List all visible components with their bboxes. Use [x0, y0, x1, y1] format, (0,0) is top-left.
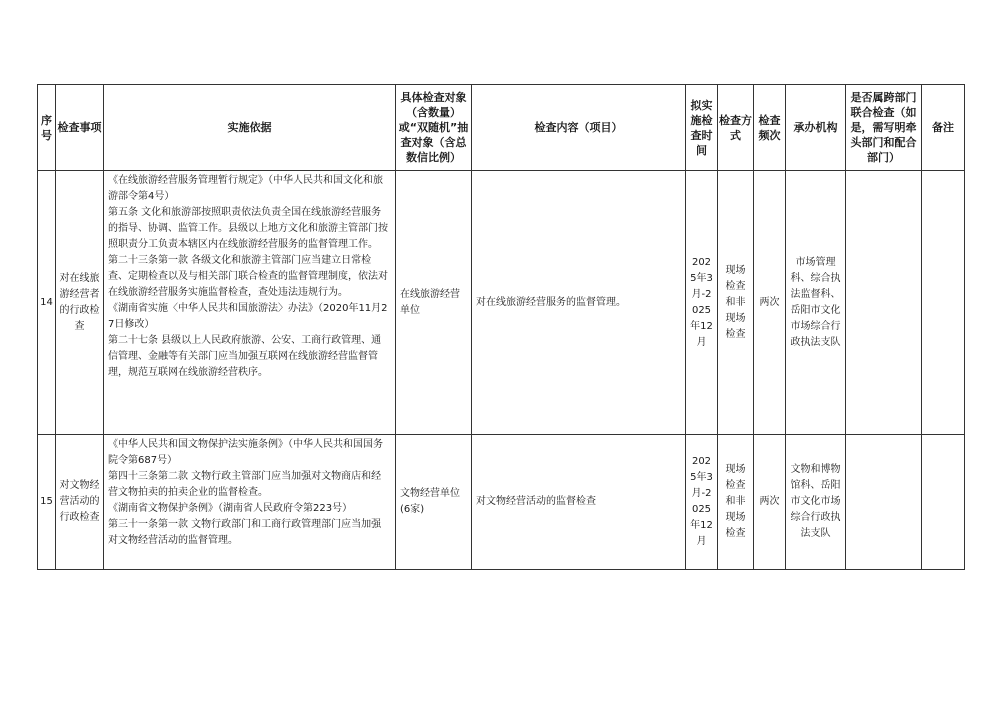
table-header-row [38, 85, 965, 171]
row-object: 在线旅游经营单位 [396, 171, 472, 435]
table-row [38, 171, 965, 435]
row-content: 对在线旅游经营服务的监督管理。 [472, 171, 686, 435]
table-row [38, 435, 965, 570]
row-frequency: 两次 [754, 435, 786, 570]
row-joint [846, 171, 922, 435]
row-seq: 14 [38, 171, 56, 435]
header-remark: 备注 [922, 85, 965, 171]
header-object: 具体检查对象（含数量）或“双随机”抽查对象（含总数信比例） [396, 85, 472, 171]
header-content: 检查内容（项目） [472, 85, 686, 171]
header-joint: 是否属跨部门联合检查（如是，需写明牵头部门和配合部门） [846, 85, 922, 171]
basis-line: 第五条 文化和旅游部按照职责依法负责全国在线旅游经营服务的指导、协调、监管工作。县级以上地方文化和旅游主管部门按照职责分工负责本辖区内在线旅游经营服务的监督管理工作。 [108, 207, 388, 250]
basis-line: 第四十三条第二款 文物行政主管部门应当加强对文物商店和经营文物拍卖的拍卖企业的监督检查。 [108, 471, 382, 498]
row-object: 文物经营单位(6家) [396, 435, 472, 570]
inspection-plan-table [37, 84, 965, 570]
header-method: 检查方式 [718, 85, 754, 171]
row-basis [104, 171, 396, 435]
row-agency: 文物和博物馆科、岳阳市文化市场综合行政执法支队 [786, 435, 846, 570]
row-agency: 市场管理科、综合执法监督科、岳阳市文化市场综合行政执法支队 [786, 171, 846, 435]
row-time: 2025年3月-2025年12月 [686, 435, 718, 570]
header-seq: 序号 [38, 85, 56, 171]
header-basis: 实施依据 [104, 85, 396, 171]
header-item: 检查事项 [56, 85, 104, 171]
header-agency: 承办机构 [786, 85, 846, 171]
row-item: 对文物经营活动的行政检查 [56, 435, 104, 570]
row-seq: 15 [38, 435, 56, 570]
row-remark [922, 435, 965, 570]
row-basis [104, 435, 396, 570]
row-content: 对文物经营活动的监督检查 [472, 435, 686, 570]
basis-line: 《在线旅游经营服务管理暂行规定》（中华人民共和国文化和旅游部令第4号） [108, 175, 383, 202]
basis-line: 第二十七条 县级以上人民政府旅游、公安、工商行政管理、通信管理、金融等有关部门应当加强互联网在线旅游经营监督管理，规范互联网在线旅游经营秩序。 [108, 335, 382, 378]
row-frequency: 两次 [754, 171, 786, 435]
header-frequency: 检查频次 [754, 85, 786, 171]
basis-line: 第二十三条第一款 各级文化和旅游主管部门应当建立日常检查、定期检查以及与相关部门联合检查的监督管理制度，依法对在线旅游经营服务实施监督检查，查处违法违规行为。 [108, 255, 388, 298]
row-item: 对在线旅游经营者的行政检查 [56, 171, 104, 435]
basis-line: 《湖南省实施〈中华人民共和国旅游法〉办法》（2020年11月27日修改） [108, 303, 388, 330]
row-method: 现场检查和非现场检查 [718, 171, 754, 435]
row-time: 2025年3月-2025年12月 [686, 171, 718, 435]
header-time: 拟实施检查时间 [686, 85, 718, 171]
basis-line: 《湖南省文物保护条例》（湖南省人民政府令第223号） [108, 503, 353, 514]
row-remark [922, 171, 965, 435]
row-method: 现场检查和非现场检查 [718, 435, 754, 570]
basis-line: 《中华人民共和国文物保护法实施条例》（中华人民共和国国务院令第687号） [108, 439, 383, 466]
basis-line: 第三十一条第一款 文物行政部门和工商行政管理部门应当加强对文物经营活动的监督管理。 [108, 519, 382, 546]
row-joint [846, 435, 922, 570]
